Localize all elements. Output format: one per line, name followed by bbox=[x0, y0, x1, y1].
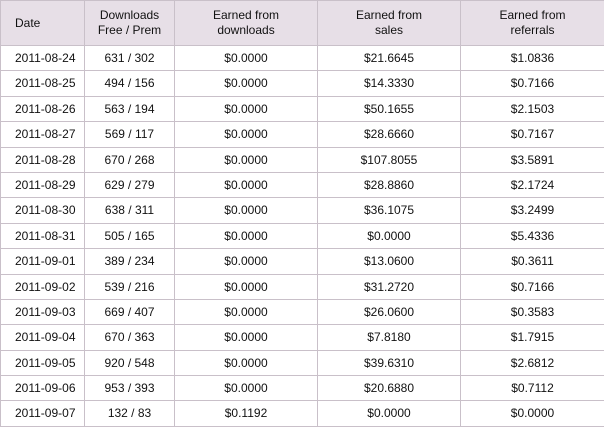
cell-earned-referrals: $0.0000 bbox=[461, 401, 604, 426]
cell-downloads: 132 / 83 bbox=[85, 401, 175, 426]
cell-date: 2011-09-05 bbox=[1, 350, 85, 375]
table-header-row bbox=[1, 1, 604, 46]
column-header-earned-downloads-line1: Earned from bbox=[212, 8, 280, 22]
table-row bbox=[1, 71, 604, 96]
cell-downloads: 920 / 548 bbox=[85, 350, 175, 375]
column-header-earned-downloads-line2: downloads bbox=[217, 23, 275, 37]
cell-earned-downloads: $0.0000 bbox=[175, 249, 318, 274]
cell-earned-downloads: $0.0000 bbox=[175, 325, 318, 350]
cell-earned-downloads: $0.0000 bbox=[175, 147, 318, 172]
table-row bbox=[1, 376, 604, 401]
cell-downloads: 953 / 393 bbox=[85, 376, 175, 401]
cell-earned-referrals: $3.5891 bbox=[461, 147, 604, 172]
cell-date: 2011-09-06 bbox=[1, 376, 85, 401]
table-row bbox=[1, 147, 604, 172]
table-row bbox=[1, 172, 604, 197]
cell-earned-referrals: $0.7166 bbox=[461, 274, 604, 299]
cell-date: 2011-08-24 bbox=[1, 46, 85, 71]
cell-downloads: 389 / 234 bbox=[85, 249, 175, 274]
cell-downloads: 670 / 268 bbox=[85, 147, 175, 172]
cell-earned-downloads: $0.0000 bbox=[175, 299, 318, 324]
table-row bbox=[1, 198, 604, 223]
cell-earned-sales: $7.8180 bbox=[318, 325, 461, 350]
table-row bbox=[1, 249, 604, 274]
cell-earned-referrals: $0.3583 bbox=[461, 299, 604, 324]
cell-downloads: 629 / 279 bbox=[85, 172, 175, 197]
cell-earned-downloads: $0.0000 bbox=[175, 223, 318, 248]
cell-date: 2011-08-26 bbox=[1, 96, 85, 121]
column-header-downloads bbox=[85, 1, 175, 46]
cell-earned-downloads: $0.0000 bbox=[175, 376, 318, 401]
cell-date: 2011-09-07 bbox=[1, 401, 85, 426]
cell-earned-referrals: $3.2499 bbox=[461, 198, 604, 223]
table-row bbox=[1, 299, 604, 324]
column-header-downloads-line2: Free / Prem bbox=[97, 23, 162, 37]
cell-earned-downloads: $0.0000 bbox=[175, 122, 318, 147]
cell-date: 2011-08-30 bbox=[1, 198, 85, 223]
table-row bbox=[1, 96, 604, 121]
cell-earned-sales: $21.6645 bbox=[318, 46, 461, 71]
table-body bbox=[1, 46, 604, 427]
cell-date: 2011-08-27 bbox=[1, 122, 85, 147]
cell-downloads: 669 / 407 bbox=[85, 299, 175, 324]
cell-earned-sales: $28.6660 bbox=[318, 122, 461, 147]
cell-earned-downloads: $0.0000 bbox=[175, 71, 318, 96]
cell-earned-sales: $107.8055 bbox=[318, 147, 461, 172]
column-header-earned-referrals-line1: Earned from bbox=[499, 8, 566, 22]
cell-earned-downloads: $0.1192 bbox=[175, 401, 318, 426]
cell-earned-referrals: $0.7166 bbox=[461, 71, 604, 96]
cell-earned-sales: $28.8860 bbox=[318, 172, 461, 197]
cell-earned-referrals: $5.4336 bbox=[461, 223, 604, 248]
cell-earned-sales: $31.2720 bbox=[318, 274, 461, 299]
column-header-earned-sales-line2: sales bbox=[374, 23, 403, 37]
cell-date: 2011-08-25 bbox=[1, 71, 85, 96]
cell-downloads: 631 / 302 bbox=[85, 46, 175, 71]
cell-earned-referrals: $1.0836 bbox=[461, 46, 604, 71]
cell-downloads: 638 / 311 bbox=[85, 198, 175, 223]
cell-earned-sales: $20.6880 bbox=[318, 376, 461, 401]
column-header-earned-referrals-line2: referrals bbox=[510, 23, 555, 37]
cell-earned-sales: $26.0600 bbox=[318, 299, 461, 324]
cell-earned-referrals: $2.6812 bbox=[461, 350, 604, 375]
cell-downloads: 563 / 194 bbox=[85, 96, 175, 121]
cell-date: 2011-08-29 bbox=[1, 172, 85, 197]
cell-downloads: 539 / 216 bbox=[85, 274, 175, 299]
column-header-earned-sales-line1: Earned from bbox=[355, 8, 423, 22]
cell-earned-sales: $36.1075 bbox=[318, 198, 461, 223]
cell-earned-sales: $50.1655 bbox=[318, 96, 461, 121]
table-row bbox=[1, 274, 604, 299]
cell-downloads: 670 / 363 bbox=[85, 325, 175, 350]
cell-date: 2011-09-04 bbox=[1, 325, 85, 350]
cell-earned-referrals: $0.7112 bbox=[461, 376, 604, 401]
cell-earned-referrals: $2.1724 bbox=[461, 172, 604, 197]
cell-downloads: 505 / 165 bbox=[85, 223, 175, 248]
cell-earned-downloads: $0.0000 bbox=[175, 96, 318, 121]
column-header-earned-referrals bbox=[461, 1, 604, 46]
cell-downloads: 494 / 156 bbox=[85, 71, 175, 96]
table-row bbox=[1, 350, 604, 375]
cell-earned-downloads: $0.0000 bbox=[175, 274, 318, 299]
cell-earned-sales: $14.3330 bbox=[318, 71, 461, 96]
cell-earned-downloads: $0.0000 bbox=[175, 46, 318, 71]
table-row bbox=[1, 325, 604, 350]
column-header-date-line1: Date bbox=[15, 15, 41, 30]
column-header-earned-sales bbox=[318, 1, 461, 46]
cell-earned-referrals: $0.3611 bbox=[461, 249, 604, 274]
cell-downloads: 569 / 117 bbox=[85, 122, 175, 147]
cell-date: 2011-09-02 bbox=[1, 274, 85, 299]
column-header-downloads-line1: Downloads bbox=[99, 8, 160, 22]
table-row bbox=[1, 401, 604, 426]
column-header-earned-downloads bbox=[175, 1, 318, 46]
cell-date: 2011-09-03 bbox=[1, 299, 85, 324]
cell-earned-downloads: $0.0000 bbox=[175, 350, 318, 375]
table-row bbox=[1, 122, 604, 147]
table-row bbox=[1, 223, 604, 248]
table-row bbox=[1, 46, 604, 71]
cell-earned-downloads: $0.0000 bbox=[175, 172, 318, 197]
cell-earned-sales: $0.0000 bbox=[318, 223, 461, 248]
cell-date: 2011-09-01 bbox=[1, 249, 85, 274]
cell-earned-referrals: $1.7915 bbox=[461, 325, 604, 350]
cell-earned-sales: $0.0000 bbox=[318, 401, 461, 426]
cell-earned-referrals: $2.1503 bbox=[461, 96, 604, 121]
cell-date: 2011-08-31 bbox=[1, 223, 85, 248]
cell-earned-referrals: $0.7167 bbox=[461, 122, 604, 147]
cell-date: 2011-08-28 bbox=[1, 147, 85, 172]
cell-earned-downloads: $0.0000 bbox=[175, 198, 318, 223]
table-header bbox=[1, 1, 604, 46]
column-header-date bbox=[1, 1, 85, 46]
cell-earned-sales: $39.6310 bbox=[318, 350, 461, 375]
cell-earned-sales: $13.0600 bbox=[318, 249, 461, 274]
